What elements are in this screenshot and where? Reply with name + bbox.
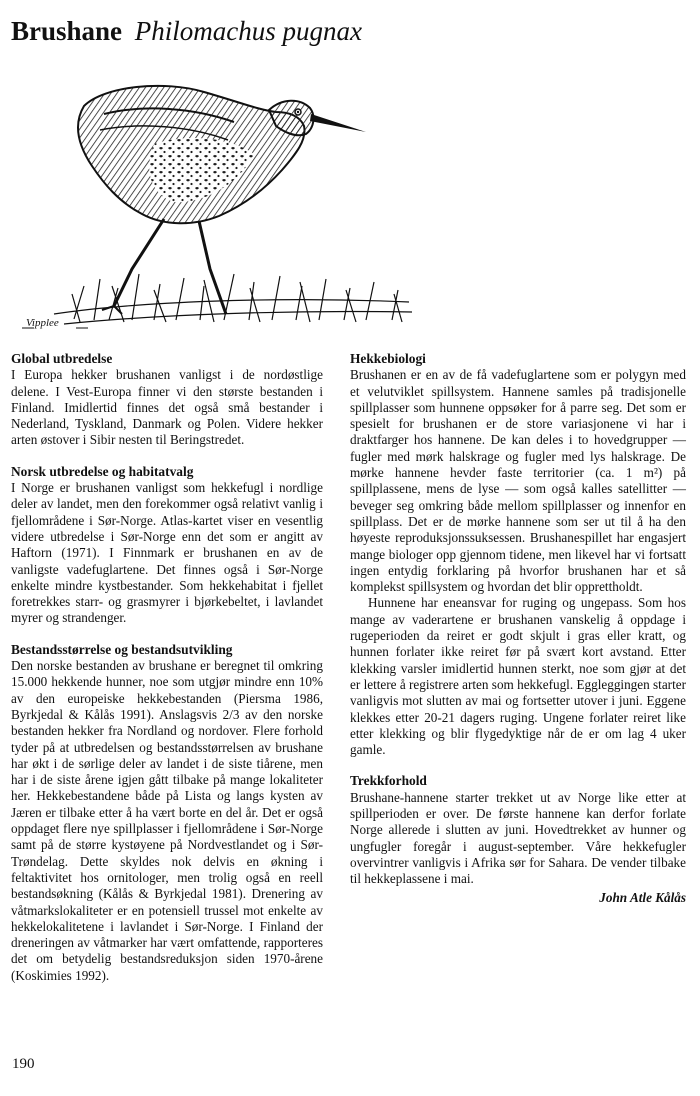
section-heading: Global utbredelse (11, 351, 113, 366)
left-column (11, 351, 323, 999)
section-population-size (11, 642, 323, 984)
latin-name: Philomachus pugnax (134, 16, 363, 46)
bird-bill (310, 114, 366, 132)
section-paragraph: I Europa hekker brushanen vanligst i de nordøstlige delene. I Vest-Europa finner vi den største bestanden i Finland. Imidlertid finnes det også små bestander i Nederland, Tyskland, Danmark og Polen. Videre hekker arten østover i Sibir nesten til Beringstredet. (11, 367, 323, 448)
section-paragraph: Hunnene har eneansvar for ruging og ungepass. Som hos mange av vaderartene er brushanen vanskelig å oppdage i rugeperioden da reiret er godt skjult i gras eller kratt, og hunnen forlater ikke reiret før på svært kort avstand. Etter klekking varsler imidlertid hunnen sterkt, noe som gjør at det er lettere å registrere arten som hekkefugl. Eggleggingen starter vanligvis mot slutten av mai og fortsetter utover i juni. Eggene klekkes etter 20-21 dagers ruging. Ungene forlater reiret like etter klekking og blir flygedyktige når de er om lag 4 uker gamle. (350, 595, 686, 758)
page-title (11, 14, 362, 48)
right-column (350, 351, 686, 906)
section-paragraph: I Norge er brushanen vanligst som hekkefugl i nordlige deler av landet, men den forekommer også relativt vanlig i fjellområdene i Sør-Norge. Atlas-kartet viser en vesentlig videre utbredelse i Sør-Norge enn det som er angitt av Haftorn (1971). I Finnmark er brushanen en av de vanligste vadefuglartene. Det finnes også i Sør-Norge enkelte mindre kystbestander. Som hekkehabitat i fjellet foretrekkes starr- og grasmyrer i bjørkebeltet, i lavlandet myrer og strandenger. (11, 480, 323, 626)
section-paragraph: Den norske bestanden av brushane er beregnet til omkring 15.000 hekkende hunner, noe som utgjør mindre enn 10% av den europeiske hekkebestanden (Piersma 1986, Byrkjedal & Kålås 1991). Anslagsvis 2/3 av den norske bestanden hekker fra Nordland og nordover. Flere forhold tyder på at utbredelsen og bestandsstørrelsen av brushane har økt i de sørlige deler av landet i de siste tiårene, men har i de siste årene igjen gått tilbake på mange lokaliteter her. Hekkebestandene både på Lista og langs kysten av Jæren er tilbake etter å ha vært borte en del år. Det er også oppdaget flere nye spillplasser i fjellområdene i Sør-Norge samt på de større kystøyene på Nordvestlandet og i Sør-Trøndelag. Dette skyldes nok delvis en økning i feltaktivitet hos ornitologer, men trolig også en reell bestandsøkning (Kålås & Byrkjedal 1981). Drenering av våtmarkslokaliteter er en potensiell trussel mot enkelte av hekkelokalitetene i lavlandet i Sør-Norge. I Finland der dreneringen av våtmarker har vært omfattende, rapporteres det om betydelig bestandsreduksjon siden 1970-årene (Koskimies 1992). (11, 658, 323, 983)
page-number: 190 (12, 1056, 35, 1072)
section-breeding-biology (350, 351, 686, 758)
section-paragraph: Brushane-hannene starter trekket ut av Norge like etter at spillperioden er over. De første hannene kan derfor forlate Norge allerede i slutten av juni. Hovedtrekket av hunner og ungfugler foregår i august-september. Våre hekkefugler overvintrer vanligvis i Afrika sør for Sahara. De vender tilbake til hekkeplassene i mai. (350, 789, 686, 887)
bird-leg-right (199, 221, 226, 314)
section-heading: Trekkforhold (350, 773, 427, 789)
artist-signature: Vipplee (26, 317, 59, 329)
section-global-distribution (11, 351, 323, 449)
grass (54, 274, 412, 324)
bird-drawing (14, 74, 414, 336)
section-heading: Norsk utbredelse og habitatvalg (11, 463, 194, 479)
section-heading: Bestandsstørrelse og bestandsutvikling (11, 641, 233, 657)
section-norwegian-distribution (11, 464, 323, 627)
section-heading: Hekkebiologi (350, 351, 426, 366)
bird-leg-left (114, 219, 164, 306)
section-migration (350, 773, 686, 905)
ruff-illustration (14, 74, 414, 336)
common-name: Brushane (11, 16, 123, 46)
section-paragraph: Brushanen er en av de få vadefuglartene som er polygyn med et velutviklet spillsystem. Hannene samles på tradisjonelle spillplasser som hunnene oppsøker for å parre seg. Det som er spesielt for brushanen er de store variasjonene vi har i draktfarger hos hannene. De kan deles i to hovedgrupper — fugler med mørk halskrage og fugler med lys halskrage. De mørke hannene hevder faste territorier (ca. 1 m²) på spillplassene, mens de lyse — som også kalles satellitter — beveger seg omkring både mellom spillplasser og innenfor en spillplass. Det er de mørke hannene som ser ut til å ha den høyeste reproduksjonssuksessen. Brushanespillet har engasjert mange biologer opp gjennom tidene, men likevel har vi fortsatt ingen entydig forklaring på hvorfor brushanen har et så komplekst spillsystem og hvordan det blir opprettholdt. (350, 367, 686, 595)
author-name: John Atle Kålås (599, 889, 686, 905)
